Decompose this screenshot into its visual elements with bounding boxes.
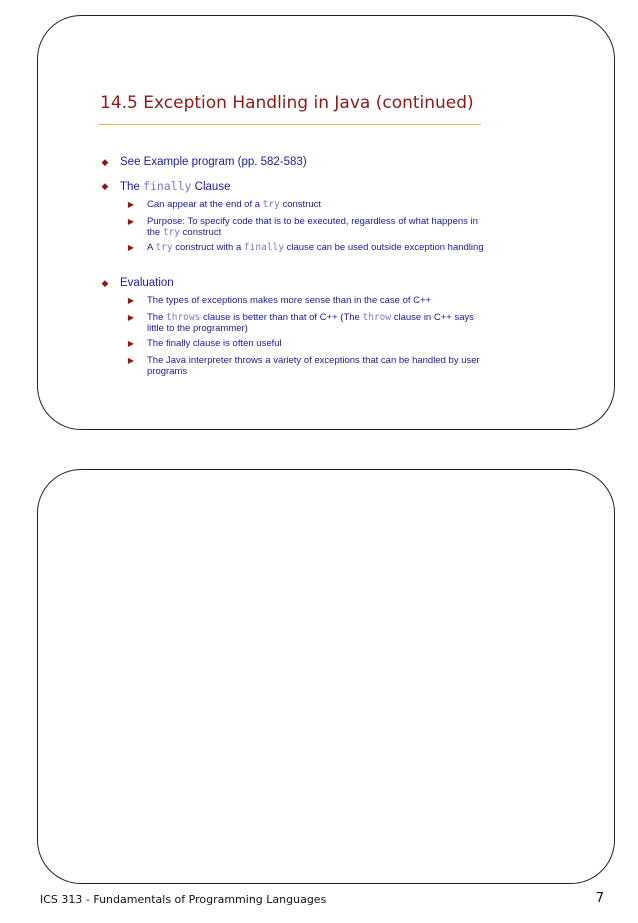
slide-title: 14.5 Exception Handling in Java (continued) (100, 93, 474, 113)
diamond-bullet-icon: ◆ (101, 157, 109, 167)
page-number: 7 (595, 891, 604, 906)
title-divider (99, 124, 481, 125)
triangle-bullet-icon: ▶ (127, 200, 135, 209)
bullet-text: See Example program (pp. 582-583) (120, 156, 307, 168)
triangle-bullet-icon: ▶ (127, 217, 135, 226)
sub-bullet-text: Can appear at the end of a try construct (147, 199, 322, 210)
diamond-bullet-icon: ◆ (101, 181, 109, 191)
triangle-bullet-icon: ▶ (127, 243, 135, 252)
sub-bullet-text: The throws clause is better than that of C++ (The throw clause in C++ says little to the programmer) (147, 312, 474, 334)
footer-course-title: ICS 313 - Fundamentals of Programming Languages (40, 893, 327, 906)
sub-bullet-text: The Java interpreter throws a variety of exceptions that can be handled by user programs (147, 355, 480, 377)
triangle-bullet-icon: ▶ (127, 296, 135, 305)
slide-frame-bottom (37, 469, 615, 884)
sub-bullet-text: The finally clause is often useful (147, 338, 282, 349)
bullet-text: Evaluation (120, 277, 174, 289)
triangle-bullet-icon: ▶ (127, 339, 135, 348)
triangle-bullet-icon: ▶ (127, 356, 135, 365)
triangle-bullet-icon: ▶ (127, 313, 135, 322)
diamond-bullet-icon: ◆ (101, 278, 109, 288)
bullet-text: The finally Clause (120, 179, 231, 193)
sub-bullet-text: Purpose: To specify code that is to be executed, regardless of what happens in the try construct (147, 216, 478, 238)
sub-bullet-text: The types of exceptions makes more sense than in the case of C++ (147, 295, 432, 306)
sub-bullet-text: A try construct with a finally clause can be used outside exception handling (147, 242, 484, 253)
